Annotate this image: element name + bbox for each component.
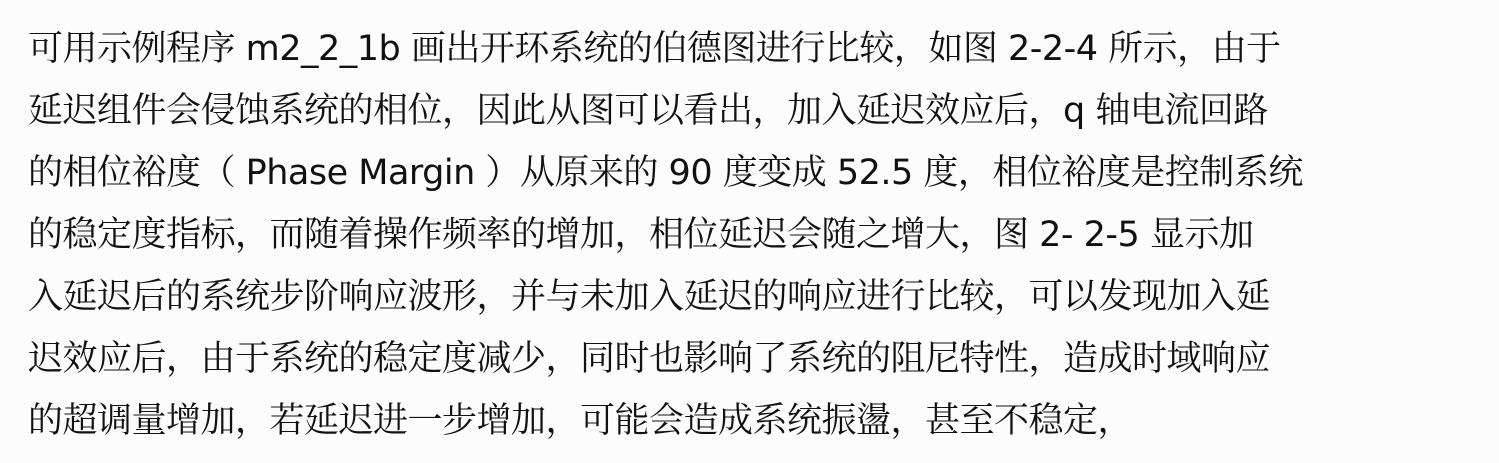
paragraph-line-6: 迟效应后，由于系统的稳定度减少，同时也影响了系统的阻尼特性，造成时域响应 bbox=[28, 339, 1271, 379]
paragraph-line-2: 延迟组件会侵蚀系统的相位，因此从图可以看出，加入延迟效应后，q 轴电流回路 bbox=[28, 91, 1268, 131]
paragraph-line-3: 的相位裕度（ Phase Margin ）从原来的 90 度变成 52.5 度，相位裕度是控制系统 bbox=[28, 153, 1303, 193]
document-paragraph bbox=[28, 18, 1478, 452]
paragraph-line-5: 入延迟后的系统步阶响应波形，并与未加入延迟的响应进行比较，可以发现加入延 bbox=[28, 277, 1271, 317]
paragraph-line-7: 的超调量增加，若延迟进一步增加，可能会造成系统振盪，甚至不稳定， bbox=[28, 401, 1133, 441]
paragraph-line-4: 的稳定度指标，而随着操作频率的增加，相位延迟会随之增大，图 2- 2-5 显示加 bbox=[28, 215, 1254, 255]
paragraph-line-1: 可用示例程序 m2_2_1b 画出开环系统的伯德图进行比较，如图 2-2-4 所示，由于 bbox=[28, 29, 1281, 69]
